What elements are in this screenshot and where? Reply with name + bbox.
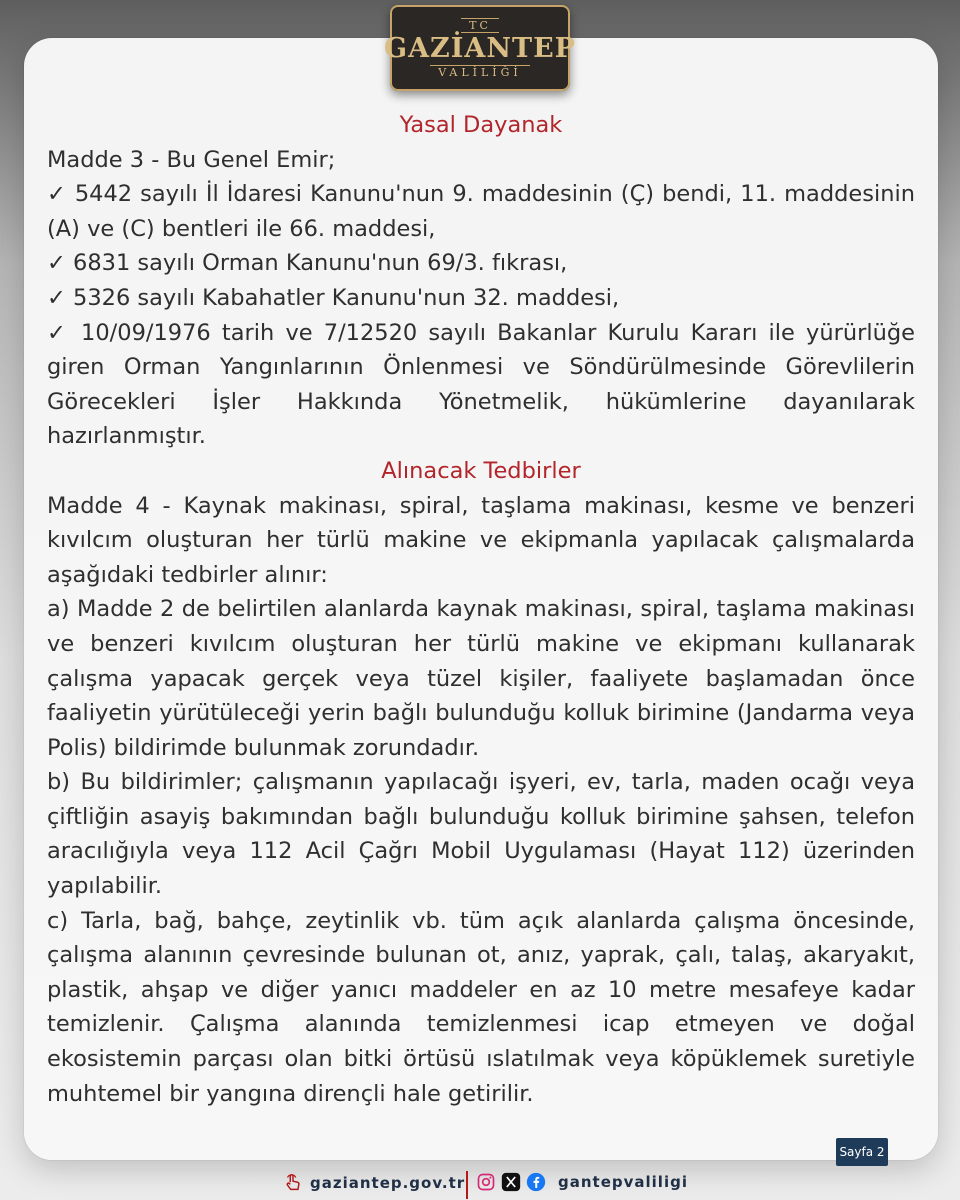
- legal-item-6831: ✓ 6831 sayılı Orman Kanunu'nun 69/3. fıkrası,: [47, 250, 568, 277]
- website-link[interactable]: gaziantep.gov.tr: [310, 1174, 466, 1192]
- measure-c: c) Tarla, bağ, bahçe, zeytinlik vb. tüm açık alanlarda çalışma öncesinde, çalışma alanının çevresinde bulunan ot, anız, yaprak, çalı, talaş, akaryakıt, plastik, ahşap ve diğer yanıcı maddeler en az 10 metre mesafeye kadar temizlenir. Çalışma alanında temizlenmesi icap etmeyen ve doğal ekosistemin parçası olan bitki örtüsü ıslatılmak veya köpüklemek suretiyle muhtemel bir yangına dirençli hale getirilir.: [47, 907, 915, 1107]
- heading-alinacak-tedbirler: Alınacak Tedbirler: [381, 457, 581, 484]
- legal-item-5326: ✓ 5326 sayılı Kabahatler Kanunu'nun 32. maddesi,: [47, 284, 620, 311]
- madde-3-intro: Madde 3 - Bu Genel Emir;: [47, 146, 336, 173]
- madde-4-intro: Madde 4 - Kaynak makinası, spiral, taşlama makinası, kesme ve benzeri kıvılcım oluşturan her türlü makine ve ekipmanla yapılacak çalışmalarda aşağıdaki tedbirler alınır:: [47, 492, 915, 588]
- legal-item-yonetmelik: ✓ 10/09/1976 tarih ve 7/12520 sayılı Bakanlar Kurulu Kararı ile yürürlüğe giren Orman Yangınlarının Önlenmesi ve Söndürülmesinde Görevlilerin Görecekleri İşler Hakkında Yönetmelik, hükümlerine dayanılarak hazırlanmıştır.: [47, 319, 915, 450]
- footer: [0, 1166, 960, 1200]
- measure-a: a) Madde 2 de belirtilen alanlarda kaynak makinası, spiral, taşlama makinası ve benzeri kıvılcım oluşturan her türlü makine ve ekipmanı kullanarak çalışma yapacak gerçek veya tüzel kişiler, faaliyete başlamadan önce faaliyetin yürütüleceği yerin bağlı bulunduğu kolluk birimine (Jandarma veya Polis) bildirimde bulunmak zorundadır.: [47, 596, 915, 761]
- document-body: [47, 108, 915, 1111]
- social-handle[interactable]: gantepvaliligi: [558, 1173, 688, 1191]
- x-icon[interactable]: [501, 1172, 521, 1192]
- instagram-icon[interactable]: [476, 1172, 496, 1192]
- footer-website[interactable]: [282, 1172, 465, 1194]
- facebook-icon[interactable]: [526, 1172, 546, 1192]
- logo-valiligi: VALİLİĞİ: [430, 65, 530, 79]
- heading-yasal-dayanak: Yasal Dayanak: [399, 112, 563, 138]
- logo-city: GAZİANTEP: [384, 32, 576, 64]
- footer-social: [476, 1172, 688, 1192]
- footer-divider: [466, 1171, 468, 1199]
- logo-tc: TC: [461, 18, 499, 33]
- hand-pointer-icon: [282, 1172, 304, 1194]
- legal-item-5442: ✓ 5442 sayılı İl İdaresi Kanunu'nun 9. maddesinin (Ç) bendi, 11. maddesinin (A) ve (C) bentleri ile 66. maddesi,: [47, 181, 915, 242]
- measure-b: b) Bu bildirimler; çalışmanın yapılacağı işyeri, ev, tarla, maden ocağı veya çiftliğin asayiş bakımından bağlı bulunduğu kolluk birimine şahsen, telefon aracılığıyla veya 112 Acil Çağrı Mobil Uygulaması (Hayat 112) üzerinden yapılabilir.: [47, 769, 915, 900]
- gaziantep-valiligi-logo: [384, 5, 576, 91]
- page-number-badge: Sayfa 2: [836, 1138, 888, 1166]
